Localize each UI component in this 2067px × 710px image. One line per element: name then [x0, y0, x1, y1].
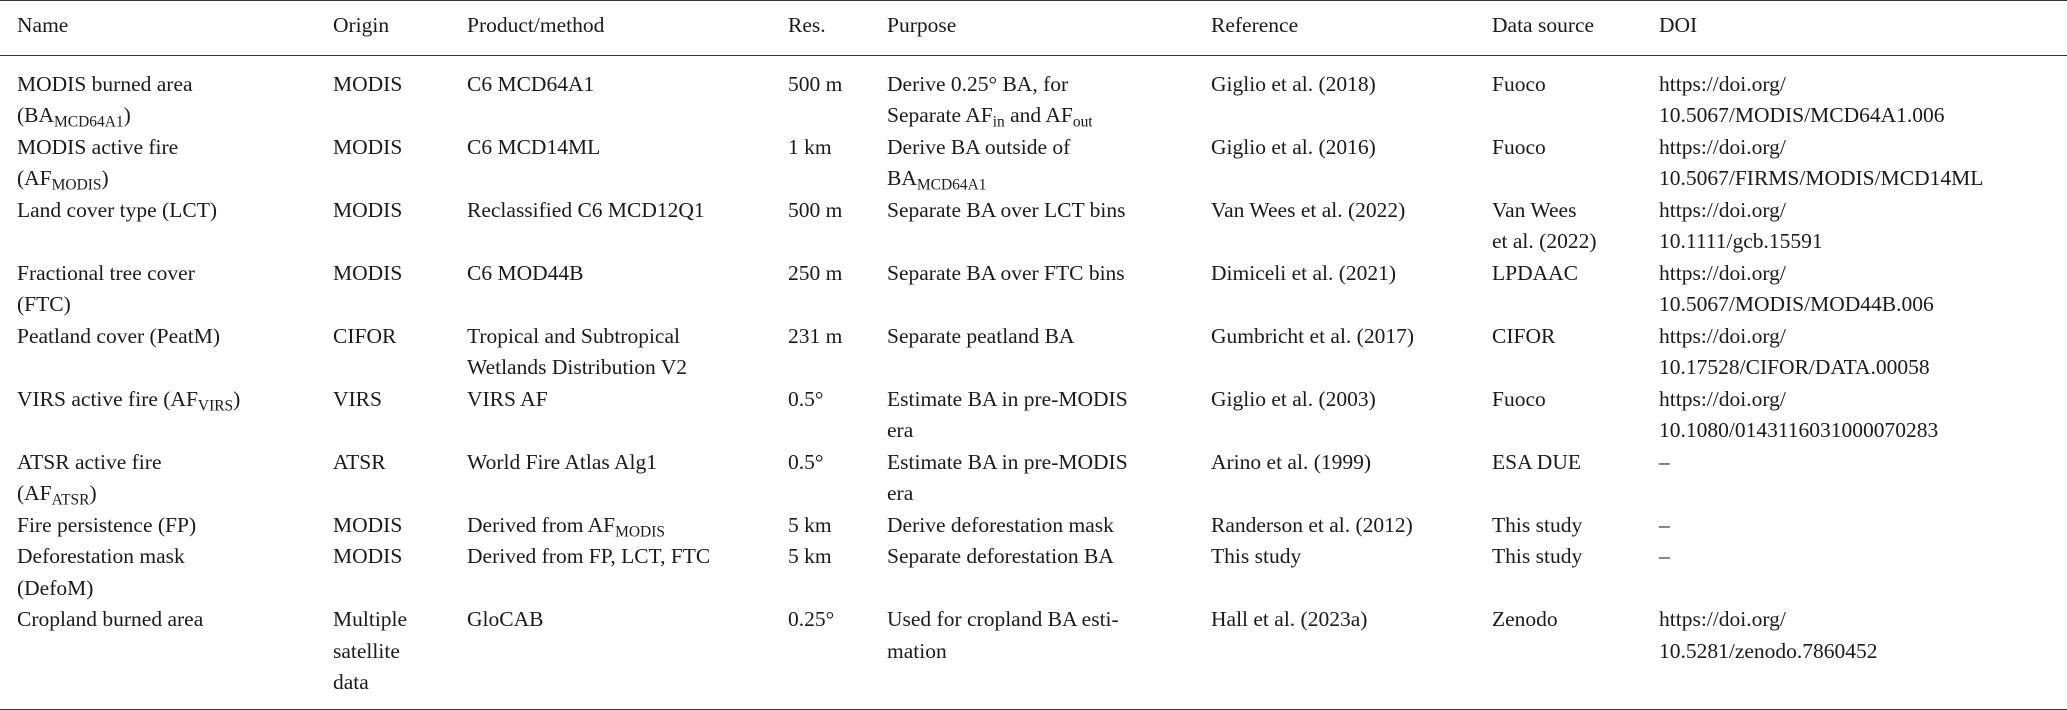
cell-text: Derived from AF — [467, 512, 616, 537]
cell-line: Arino et al. (1999) — [1211, 449, 1372, 474]
cell-reference — [1211, 447, 1492, 510]
cell-name — [0, 258, 333, 321]
cell-text: ) — [123, 103, 131, 127]
cell-product-method — [467, 132, 788, 195]
cell-product-method — [467, 541, 788, 604]
cell-doi — [1659, 510, 2067, 542]
cell-text: era — [887, 418, 914, 442]
cell-text: MODIS active fire — [17, 134, 179, 159]
table-row — [0, 447, 2067, 510]
cell-reference — [1211, 321, 1492, 384]
cell-line — [17, 163, 333, 195]
cell-name — [0, 55, 333, 132]
cell-line: https://doi.org/ — [1659, 607, 1786, 631]
cell-text: Estimate BA in pre-MODIS — [887, 386, 1128, 411]
cell-origin — [333, 321, 467, 384]
cell-text: Derive BA outside of — [887, 134, 1071, 159]
cell-line — [887, 195, 1211, 227]
cell-doi — [1659, 384, 2067, 447]
cell-reference — [1211, 258, 1492, 321]
subscript-text: VIRS — [197, 396, 234, 414]
cell-product-method — [467, 384, 788, 447]
cell-line: Fuoco — [1492, 386, 1546, 411]
table-body — [0, 55, 2067, 709]
cell-line: MODIS — [333, 197, 403, 222]
cell-line — [17, 573, 333, 605]
cell-line: ESA DUE — [1492, 449, 1581, 474]
cell-line — [17, 132, 333, 164]
cell-line: 231 m — [788, 323, 843, 348]
cell-text: Separate BA over LCT bins — [887, 197, 1126, 222]
cell-text: Separate deforestation BA — [887, 544, 1114, 568]
cell-resolution — [788, 447, 887, 510]
subscript-text: MCD64A1 — [916, 176, 987, 194]
header-purpose: Purpose — [887, 13, 957, 37]
cell-line: – — [1659, 449, 1670, 474]
cell-line: Van Wees — [1492, 197, 1577, 222]
cell-reference — [1211, 510, 1492, 542]
cell-line: Giglio et al. (2018) — [1211, 71, 1376, 96]
cell-text: Separate BA over FTC bins — [887, 260, 1125, 285]
cell-origin — [333, 510, 467, 542]
cell-line — [17, 321, 333, 353]
cell-text: (FTC) — [17, 292, 71, 316]
cell-name — [0, 384, 333, 447]
cell-text: (AF — [17, 481, 52, 505]
cell-text: Cropland burned area — [17, 607, 204, 631]
cell-doi — [1659, 258, 2067, 321]
header-product-method: Product/method — [467, 13, 605, 37]
cell-product-method — [467, 258, 788, 321]
cell-reference — [1211, 195, 1492, 258]
cell-product-method — [467, 604, 788, 709]
cell-doi — [1659, 604, 2067, 709]
cell-reference — [1211, 541, 1492, 604]
cell-line: Giglio et al. (2003) — [1211, 386, 1376, 411]
cell-line: 5 km — [788, 512, 832, 537]
cell-line: Fuoco — [1492, 134, 1546, 159]
cell-text: Peatland cover (PeatM) — [17, 323, 220, 348]
cell-line: This study — [1492, 544, 1583, 568]
cell-line — [17, 195, 333, 227]
subscript-text: in — [992, 113, 1005, 131]
cell-line: – — [1659, 544, 1670, 568]
cell-origin — [333, 384, 467, 447]
cell-line: 10.17528/CIFOR/DATA.00058 — [1659, 355, 1930, 379]
cell-text: Used for cropland BA esti- — [887, 607, 1119, 631]
cell-line: Tropical and Subtropical — [467, 323, 680, 348]
cell-text: Fractional tree cover — [17, 260, 195, 285]
cell-line: Giglio et al. (2016) — [1211, 134, 1376, 159]
cell-line: Randerson et al. (2012) — [1211, 512, 1413, 537]
header-name: Name — [17, 13, 69, 37]
cell-line — [17, 447, 333, 479]
cell-data-source — [1492, 132, 1659, 195]
cell-text: (DefoM) — [17, 575, 94, 600]
cell-line — [467, 510, 788, 542]
cell-line — [887, 478, 1211, 510]
cell-line: This study — [1211, 544, 1302, 568]
cell-origin — [333, 195, 467, 258]
cell-purpose — [887, 55, 1211, 132]
cell-name — [0, 447, 333, 510]
cell-line: satellite — [333, 638, 400, 663]
header-origin: Origin — [333, 13, 390, 37]
cell-data-source — [1492, 510, 1659, 542]
cell-line: Fuoco — [1492, 71, 1546, 96]
cell-purpose — [887, 384, 1211, 447]
cell-line: 10.1080/0143116031000070283 — [1659, 418, 1939, 442]
cell-line: MODIS — [333, 134, 403, 159]
header-doi: DOI — [1659, 13, 1698, 37]
cell-line — [887, 510, 1211, 542]
cell-line: – — [1659, 512, 1670, 537]
cell-line: C6 MCD64A1 — [467, 71, 595, 96]
cell-line: https://doi.org/ — [1659, 134, 1786, 159]
cell-resolution — [788, 510, 887, 542]
cell-reference — [1211, 132, 1492, 195]
cell-product-method — [467, 510, 788, 542]
cell-line — [17, 258, 333, 290]
cell-line: MODIS — [333, 512, 403, 537]
cell-data-source — [1492, 195, 1659, 258]
cell-line: https://doi.org/ — [1659, 71, 1786, 96]
cell-line — [17, 478, 333, 510]
cell-line: Dimiceli et al. (2021) — [1211, 260, 1397, 285]
cell-line — [887, 447, 1211, 479]
cell-line: VIRS — [333, 386, 382, 411]
cell-text: and AF — [1004, 103, 1073, 127]
cell-resolution — [788, 132, 887, 195]
cell-doi — [1659, 132, 2067, 195]
cell-text: Separate AF — [887, 103, 993, 127]
cell-line: MODIS — [333, 71, 403, 96]
cell-text: Deforestation mask — [17, 544, 185, 568]
table-row — [0, 384, 2067, 447]
cell-line: CIFOR — [333, 323, 397, 348]
cell-data-source — [1492, 604, 1659, 709]
cell-text: MODIS burned area — [17, 71, 193, 96]
cell-data-source — [1492, 55, 1659, 132]
cell-line: World Fire Atlas Alg1 — [467, 449, 657, 474]
cell-line: Reclassified C6 MCD12Q1 — [467, 197, 705, 222]
cell-resolution — [788, 195, 887, 258]
cell-purpose — [887, 132, 1211, 195]
cell-resolution — [788, 384, 887, 447]
cell-product-method — [467, 195, 788, 258]
cell-line — [17, 100, 333, 132]
table-row — [0, 258, 2067, 321]
header-reference: Reference — [1211, 13, 1299, 37]
cell-line — [17, 289, 333, 321]
cell-name — [0, 541, 333, 604]
table-row — [0, 510, 2067, 542]
cell-line: Van Wees et al. (2022) — [1211, 197, 1406, 222]
cell-line: 0.5° — [788, 449, 824, 474]
cell-line: 500 m — [788, 197, 843, 222]
table-row — [0, 55, 2067, 132]
cell-reference — [1211, 384, 1492, 447]
cell-origin — [333, 132, 467, 195]
cell-reference — [1211, 604, 1492, 709]
cell-purpose — [887, 447, 1211, 510]
cell-data-source — [1492, 447, 1659, 510]
cell-purpose — [887, 258, 1211, 321]
cell-line — [887, 321, 1211, 353]
cell-purpose — [887, 510, 1211, 542]
cell-text: VIRS active fire (AF — [17, 386, 198, 411]
cell-line: This study — [1492, 512, 1583, 537]
cell-line: https://doi.org/ — [1659, 386, 1786, 411]
cell-line: MODIS — [333, 544, 403, 568]
table-row — [0, 132, 2067, 195]
table-row — [0, 195, 2067, 258]
cell-resolution — [788, 541, 887, 604]
cell-product-method — [467, 55, 788, 132]
cell-name — [0, 321, 333, 384]
cell-line: Zenodo — [1492, 607, 1558, 631]
header-resolution: Res. — [788, 13, 826, 37]
cell-line — [887, 604, 1211, 636]
cell-line: 1 km — [788, 134, 832, 159]
cell-line: 500 m — [788, 71, 843, 96]
cell-doi — [1659, 195, 2067, 258]
cell-line: https://doi.org/ — [1659, 260, 1786, 285]
cell-origin — [333, 541, 467, 604]
cell-name — [0, 604, 333, 709]
cell-purpose — [887, 195, 1211, 258]
cell-text: ATSR active fire — [17, 449, 162, 474]
cell-line: VIRS AF — [467, 386, 548, 411]
cell-line: GloCAB — [467, 607, 544, 631]
cell-origin — [333, 604, 467, 709]
cell-resolution — [788, 55, 887, 132]
cell-line: MODIS — [333, 260, 403, 285]
cell-line: Wetlands Distribution V2 — [467, 355, 688, 379]
cell-line: C6 MOD44B — [467, 260, 584, 285]
header-row — [0, 1, 2067, 56]
cell-line — [17, 510, 333, 542]
cell-line — [17, 384, 333, 416]
subscript-text: ATSR — [51, 491, 90, 509]
cell-line: https://doi.org/ — [1659, 197, 1786, 222]
cell-doi — [1659, 321, 2067, 384]
cell-line — [887, 163, 1211, 195]
cell-text: Derive deforestation mask — [887, 512, 1114, 537]
cell-purpose — [887, 321, 1211, 384]
cell-line — [887, 384, 1211, 416]
cell-data-source — [1492, 321, 1659, 384]
subscript-text: MCD64A1 — [54, 113, 124, 131]
cell-line: C6 MCD14ML — [467, 134, 601, 159]
table-row — [0, 604, 2067, 709]
cell-line: 5 km — [788, 544, 832, 568]
cell-line — [887, 69, 1211, 101]
cell-text: Land cover type (LCT) — [17, 197, 217, 222]
cell-text: BA — [887, 166, 917, 190]
subscript-text: out — [1072, 113, 1093, 131]
cell-name — [0, 195, 333, 258]
cell-data-source — [1492, 384, 1659, 447]
cell-line — [17, 541, 333, 573]
cell-line: 10.5067/MODIS/MOD44B.006 — [1659, 292, 1934, 316]
cell-line: 250 m — [788, 260, 843, 285]
cell-purpose — [887, 541, 1211, 604]
cell-doi — [1659, 541, 2067, 604]
cell-line: 10.5067/FIRMS/MODIS/MCD14ML — [1659, 166, 1984, 190]
cell-name — [0, 510, 333, 542]
cell-line — [887, 415, 1211, 447]
cell-purpose — [887, 604, 1211, 709]
cell-line: LPDAAC — [1492, 260, 1579, 285]
cell-text: (BA — [17, 103, 55, 127]
table-row — [0, 541, 2067, 604]
table-row — [0, 321, 2067, 384]
cell-text: era — [887, 481, 914, 505]
cell-line: 0.25° — [788, 607, 835, 631]
cell-text: Estimate BA in pre-MODIS — [887, 449, 1128, 474]
cell-product-method — [467, 447, 788, 510]
cell-line: Multiple — [333, 607, 408, 631]
cell-doi — [1659, 447, 2067, 510]
cell-data-source — [1492, 258, 1659, 321]
cell-line: Gumbricht et al. (2017) — [1211, 323, 1415, 348]
cell-name — [0, 132, 333, 195]
cell-line — [887, 258, 1211, 290]
cell-line — [17, 604, 333, 636]
cell-product-method — [467, 321, 788, 384]
cell-text: mation — [887, 638, 947, 663]
cell-line — [17, 69, 333, 101]
cell-line — [887, 636, 1211, 668]
cell-line: ATSR — [333, 449, 386, 474]
cell-text: Derive 0.25° BA, for — [887, 71, 1069, 96]
cell-text: ) — [89, 481, 97, 505]
cell-text: Fire persistence (FP) — [17, 512, 197, 537]
cell-resolution — [788, 258, 887, 321]
cell-reference — [1211, 55, 1492, 132]
cell-line — [887, 132, 1211, 164]
cell-line: https://doi.org/ — [1659, 323, 1786, 348]
cell-line — [887, 541, 1211, 573]
cell-line: CIFOR — [1492, 323, 1556, 348]
cell-line: Derived from FP, LCT, FTC — [467, 544, 711, 568]
header-data-source: Data source — [1492, 13, 1595, 37]
cell-line: 10.5067/MODIS/MCD64A1.006 — [1659, 103, 1945, 127]
cell-line — [887, 100, 1211, 132]
cell-line: et al. (2022) — [1492, 229, 1597, 253]
cell-line: 10.5281/zenodo.7860452 — [1659, 638, 1878, 663]
cell-text: (AF — [17, 166, 52, 190]
cell-text: ) — [233, 386, 241, 411]
subscript-text: MODIS — [615, 522, 665, 540]
cell-text: Separate peatland BA — [887, 323, 1075, 348]
cell-resolution — [788, 321, 887, 384]
cell-text: ) — [101, 166, 109, 190]
cell-data-source — [1492, 541, 1659, 604]
cell-resolution — [788, 604, 887, 709]
cell-origin — [333, 55, 467, 132]
cell-line: data — [333, 670, 369, 694]
cell-line: 10.1111/gcb.15591 — [1659, 229, 1823, 253]
cell-line: Hall et al. (2023a) — [1211, 607, 1368, 631]
cell-doi — [1659, 55, 2067, 132]
cell-line: 0.5° — [788, 386, 824, 411]
cell-origin — [333, 258, 467, 321]
subscript-text: MODIS — [51, 176, 102, 194]
cell-origin — [333, 447, 467, 510]
